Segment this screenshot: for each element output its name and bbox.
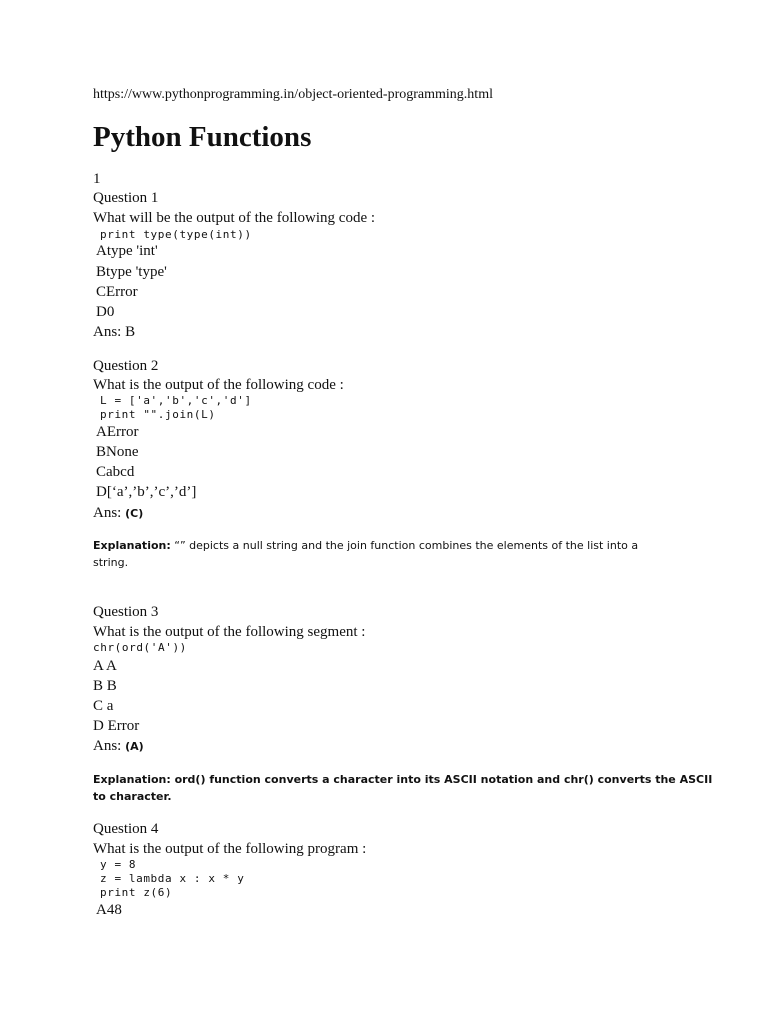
q4-code-line-2: z = lambda x : x * y	[100, 872, 245, 885]
q3-explanation-line-1: Explanation: ord() function converts a character into its ASCII notation and chr() converts the ASCII	[93, 773, 713, 786]
q4-heading: Question 4	[93, 821, 159, 837]
option-text: type 'type'	[106, 264, 167, 280]
q2-option-c	[96, 464, 134, 481]
q4-code-line-1: y = 8	[100, 858, 137, 871]
option-letter: A	[96, 902, 107, 918]
source-url: https://www.pythonprogramming.in/object-oriented-programming.html	[93, 87, 493, 102]
q2-explanation-line-1	[93, 539, 638, 552]
option-letter: C	[96, 464, 107, 480]
q1-option-b	[96, 264, 167, 281]
q3-explanation-line-2: to character.	[93, 790, 172, 803]
explanation-label: Explanation:	[93, 539, 171, 552]
q2-heading: Question 2	[93, 358, 159, 374]
q3-option-d	[93, 718, 139, 735]
option-text: [‘a’,’b’,’c’,’d’]	[106, 484, 197, 500]
q3-heading: Question 3	[93, 604, 159, 620]
q4-option-a	[96, 902, 122, 919]
q2-option-d	[96, 484, 196, 501]
page-title: Python Functions	[93, 121, 312, 153]
option-letter: A	[96, 424, 107, 440]
answer-value: (C)	[125, 507, 144, 520]
option-text: 0	[106, 304, 115, 320]
option-letter: C	[93, 698, 104, 714]
option-letter: C	[96, 284, 107, 300]
option-text: None	[106, 444, 139, 460]
q3-prompt: What is the output of the following segment :	[93, 624, 366, 640]
option-letter: D	[96, 484, 107, 500]
q1-option-a	[96, 243, 158, 260]
option-text: B	[106, 678, 117, 694]
option-letter: B	[93, 678, 104, 694]
q2-answer	[93, 505, 143, 522]
q2-prompt: What is the output of the following code :	[93, 377, 344, 393]
q1-heading: Question 1	[93, 190, 159, 206]
q2-explanation-line-2: string.	[93, 556, 129, 569]
option-letter: A	[93, 658, 104, 674]
q2-option-b	[96, 444, 139, 461]
option-text: 48	[106, 902, 122, 918]
explanation-text: “” depicts a null string and the join function combines the elements of the list into a	[170, 539, 639, 552]
option-text: A	[105, 658, 117, 674]
option-letter: B	[96, 444, 107, 460]
option-text: Error	[107, 718, 140, 734]
option-text: abcd	[106, 464, 135, 480]
page-number: 1	[93, 171, 101, 187]
q1-option-d	[96, 304, 114, 321]
q3-option-b	[93, 678, 117, 695]
q2-code-line-1: L = ['a','b','c','d']	[100, 394, 252, 407]
q1-prompt: What will be the output of the following code :	[93, 210, 376, 226]
answer-label: Ans:	[93, 505, 126, 521]
q1-answer: Ans: B	[93, 324, 136, 340]
answer-label: Ans:	[93, 738, 126, 754]
q4-prompt: What is the output of the following program :	[93, 841, 367, 857]
q3-answer	[93, 738, 144, 755]
option-text: Error	[106, 424, 139, 440]
q3-option-c	[93, 698, 113, 715]
q2-option-a	[96, 424, 139, 441]
option-letter: D	[96, 304, 107, 320]
option-letter: D	[93, 718, 104, 734]
q2-code-line-2: print "".join(L)	[100, 408, 216, 421]
option-text: a	[106, 698, 114, 714]
answer-value: (A)	[125, 740, 144, 753]
q3-code-line: chr(ord('A'))	[93, 641, 187, 654]
q4-code-line-3: print z(6)	[100, 886, 173, 899]
q3-option-a	[93, 658, 117, 675]
option-letter: A	[96, 243, 107, 259]
q1-code-line: print type(type(int))	[100, 228, 252, 241]
option-text: Error	[106, 284, 138, 300]
option-letter: B	[96, 264, 107, 280]
option-text: type 'int'	[106, 243, 158, 259]
q1-option-c	[96, 284, 138, 301]
